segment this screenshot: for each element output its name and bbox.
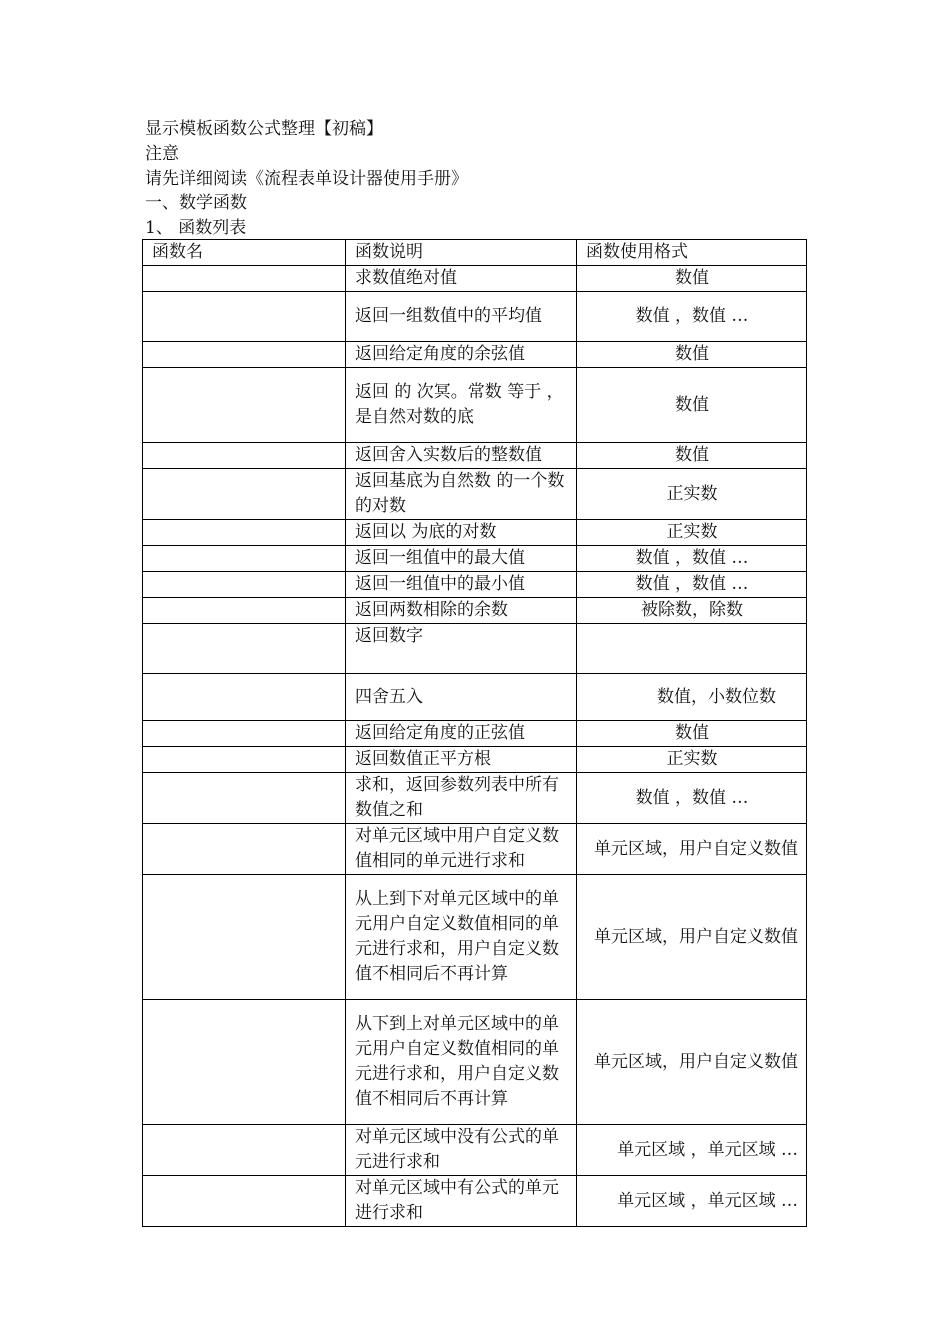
function-format-cell: 数值 [577, 368, 807, 443]
table-row [143, 1176, 807, 1227]
table-row [143, 824, 807, 875]
function-name-cell [143, 266, 346, 292]
function-name-cell [143, 1125, 346, 1176]
function-format-cell: 数值 [577, 721, 807, 747]
function-name-cell [143, 520, 346, 546]
table-row [143, 292, 807, 342]
function-desc-cell: 对单元区域中用户自定义数值相同的单元进行求和 [346, 824, 577, 875]
function-name-cell [143, 747, 346, 773]
function-desc-cell: 返回数值正平方根 [346, 747, 577, 773]
function-name-cell [143, 624, 346, 674]
function-table [142, 239, 807, 1227]
function-format-cell: 单元区域 ，单元区域 … [577, 1125, 807, 1176]
function-name-cell [143, 342, 346, 368]
function-format-cell: 数值 ，数值 … [577, 572, 807, 598]
function-desc-cell: 返回一组值中的最小值 [346, 572, 577, 598]
function-name-cell [143, 721, 346, 747]
function-format-cell: 被除数，除数 [577, 598, 807, 624]
table-row [143, 546, 807, 572]
function-desc-cell: 返回两数相除的余数 [346, 598, 577, 624]
function-format-cell: 数值 ，数值 … [577, 773, 807, 824]
section-heading: 一、数学函数 [145, 193, 247, 213]
function-format-cell: 数值 [577, 266, 807, 292]
function-name-cell [143, 824, 346, 875]
table-row [143, 443, 807, 469]
function-desc-cell: 返回给定角度的余弦值 [346, 342, 577, 368]
table-row [143, 1000, 807, 1125]
table-row [143, 598, 807, 624]
table-row [143, 572, 807, 598]
function-desc-cell: 返回以 为底的对数 [346, 520, 577, 546]
function-desc-cell: 从上到下对单元区域中的单元用户自定义数值相同的单元进行求和，用户自定义数值不相同后不再计算 [346, 875, 577, 1000]
table-row [143, 520, 807, 546]
function-name-cell [143, 292, 346, 342]
function-name-cell [143, 598, 346, 624]
function-desc-cell: 返回基底为自然数 的一个数的对数 [346, 469, 577, 520]
table-row [143, 469, 807, 520]
table-row [143, 266, 807, 292]
function-desc-cell: 返回一组数值中的平均值 [346, 292, 577, 342]
notice-text: 请先详细阅读《流程表单设计器使用手册》 [145, 169, 468, 189]
function-name-cell [143, 674, 346, 721]
header-function-desc: 函数说明 [346, 240, 577, 266]
function-format-cell [577, 624, 807, 674]
header-function-format: 函数使用格式 [577, 240, 807, 266]
function-format-cell: 正实数 [577, 747, 807, 773]
function-name-cell [143, 443, 346, 469]
function-desc-cell: 返回给定角度的正弦值 [346, 721, 577, 747]
notice-heading: 注意 [145, 144, 179, 164]
function-desc-cell: 返回舍入实数后的整数值 [346, 443, 577, 469]
function-format-cell: 单元区域，用户自定义数值 [577, 1000, 807, 1125]
function-name-cell [143, 1176, 346, 1227]
function-name-cell [143, 368, 346, 443]
function-desc-cell: 求和，返回参数列表中所有数值之和 [346, 773, 577, 824]
function-format-cell: 单元区域，用户自定义数值 [577, 824, 807, 875]
function-desc-cell: 返回数字 [346, 624, 577, 674]
function-name-cell [143, 546, 346, 572]
function-format-cell: 正实数 [577, 469, 807, 520]
table-row [143, 773, 807, 824]
function-desc-cell: 求数值绝对值 [346, 266, 577, 292]
function-format-cell: 数值，小数位数 [577, 674, 807, 721]
table-row [143, 368, 807, 443]
function-name-cell [143, 773, 346, 824]
function-format-cell: 单元区域 ，单元区域 … [577, 1176, 807, 1227]
function-desc-cell: 返回 的 次冥。常数 等于 ， 是自然对数的底 [346, 368, 577, 443]
table-header-row [143, 240, 807, 266]
table-row [143, 624, 807, 674]
function-name-cell [143, 1000, 346, 1125]
function-format-cell: 数值 ，数值 … [577, 546, 807, 572]
subsection-heading: 1、 函数列表 [145, 218, 247, 238]
function-desc-cell: 对单元区域中有公式的单元进行求和 [346, 1176, 577, 1227]
function-name-cell [143, 469, 346, 520]
document-title: 显示模板函数公式整理【初稿】 [145, 119, 383, 139]
function-desc-cell: 从下到上对单元区域中的单元用户自定义数值相同的单元进行求和，用户自定义数值不相同后不再计算 [346, 1000, 577, 1125]
table-row [143, 721, 807, 747]
table-row [143, 674, 807, 721]
function-desc-cell: 四舍五入 [346, 674, 577, 721]
table-row [143, 342, 807, 368]
function-desc-cell: 返回一组值中的最大值 [346, 546, 577, 572]
function-name-cell [143, 875, 346, 1000]
table-row [143, 747, 807, 773]
function-name-cell [143, 572, 346, 598]
function-format-cell: 数值 [577, 443, 807, 469]
header-function-name: 函数名 [143, 240, 346, 266]
function-format-cell: 单元区域，用户自定义数值 [577, 875, 807, 1000]
table-row [143, 1125, 807, 1176]
function-format-cell: 正实数 [577, 520, 807, 546]
function-desc-cell: 对单元区域中没有公式的单元进行求和 [346, 1125, 577, 1176]
function-format-cell: 数值 [577, 342, 807, 368]
function-format-cell: 数值 ，数值 … [577, 292, 807, 342]
table-row [143, 875, 807, 1000]
